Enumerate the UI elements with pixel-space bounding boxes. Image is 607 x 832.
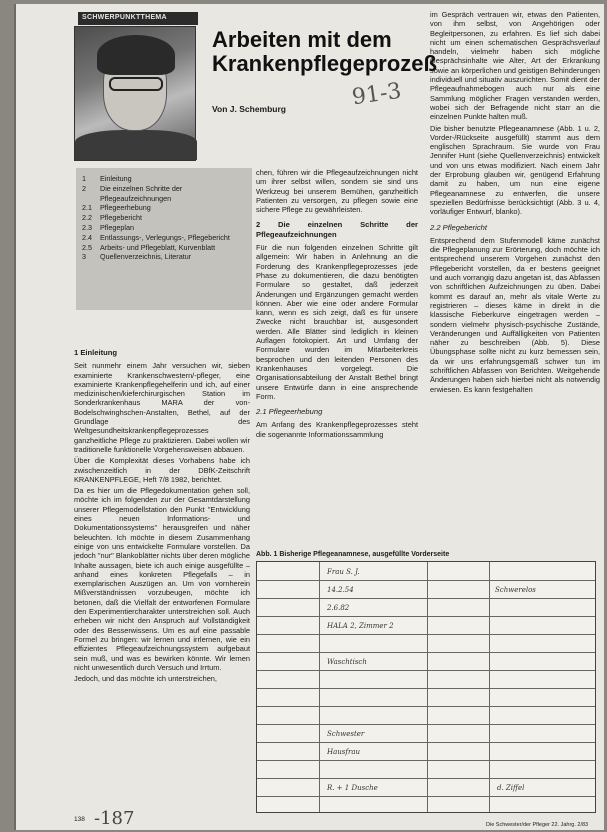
paragraph: Über die Komplexität dieses Vorhabens habe ich zwischenzeitlich in der DBfK-Zeitschrift KRANKENPFLEGE, Heft 7/8 1982, berichtet.: [74, 456, 250, 484]
form-entry: Hausfrau: [327, 748, 360, 756]
subsection-heading: 2.2 Pflegebericht: [430, 222, 487, 232]
form-entry: Frau S. J.: [327, 568, 360, 576]
left-column: [74, 342, 250, 685]
anamnesis-form: [256, 561, 596, 813]
toc-item: 3 Quellenverzeichnis, Literatur: [82, 252, 192, 262]
paragraph: Für die nun folgenden einzelnen Schritte gilt allgemein: Wir haben in Anlehnung an die Forderung des Krankenpflegeprozesses jede Phase zu dokumentieren, die dazu benötigten Formulare so gestaltet, daß jederzeit Änderungen und Ergänzungen gemacht werden können. Aber wie eine oder andere Formular kann, wenn es sich zeigt, daß es für unsere Zwecke nicht brauchbar ist, ausgesondert werden. Alle Blätter sind lediglich in kleinen Auflagen fotokopiert. Art und Umfang der Formulare wurden im Mitarbeiterkreis besprochen und den leitenden Personen des Krankenhauses vorgelegt. Die Organisationsabteilung der Anstalt Bethel bringt unsere Entwürfe dann in eine ansprechende Form.: [256, 243, 418, 401]
middle-column: [256, 168, 418, 441]
toc-item: 2.2 Pflegebericht: [82, 213, 142, 223]
paragraph: im Gespräch vertrauen wir, etwas den Patienten, von ihm selbst, von Angehörigen oder Begleitpersonen, zu erfahren. Es lief sich dabei nicht um einen schematischen Gesprächsverlauf handeln, vielmehr haben sich mögliche Gesprächsinhalte wie Alter, Art der Erkrankung sowie an körperlichen und geistigen Behinderungen individuell und situativ auszurichten. Somit dient der Pflegeaufnahmebogen auch nur als eine Sammlung möglicher Fragen verstanden werden, wobei sich der Befragende nicht starr an die einzelnen Punkte halten muß.: [430, 10, 600, 122]
handwritten-note: 91-3: [350, 78, 403, 111]
journal-footer: Die Schwester/der Pfleger 22. Jahrg. 2/83: [486, 822, 589, 828]
paragraph: Am Anfang des Krankenpflegeprozesses steht die sogenannte Informationssammlung: [256, 420, 418, 439]
figure-form: [256, 551, 596, 816]
author-photo: [74, 26, 196, 161]
article-title: Arbeiten mit dem Krankenpflegeprozeß: [212, 27, 437, 76]
form-entry: Schwerelos: [495, 586, 536, 594]
photo-shoulders: [75, 130, 197, 160]
photo-hair: [97, 35, 175, 75]
page-number: 138: [74, 816, 85, 823]
figure-caption: Abb. 1 Bisherige Pflegeanamnese, ausgefüllte Vorderseite: [256, 551, 450, 558]
paragraph: Die bisher benutzte Pflegeanamnese (Abb. 1 u. 2, Vorder-/Rückseite ausgefüllt) stammt aus dem englischen Sprachraum. Sie wurde von Frau Jennifer Hunt (siehe Quellenverzeichnis) entwickelt und von uns etwas modifiziert. Nach einem Jahr der Erprobung glauben wir, genügend Erfahrung damit zu haben, um nun eine eigene Pflegeanamnese zu entwerfen, die unsere speziellen Bedürfnisse berücksichtigt (Abb. 3 u. 4, vorläufiger Entwurf, blanko).: [430, 123, 600, 217]
toc-item: 1 Einleitung: [82, 174, 132, 183]
paragraph: chen, führen wir die Pflegeaufzeichnungen nicht um ihrer selbst willen, sondern sie sind uns Werkzeug bei unserem Bemühen, ganzheitlich Patienten zu versorgen, zu pflegen sowie eine sichere Pflege zu gewährleisten.: [256, 168, 418, 215]
form-entry: 14.2.54: [327, 586, 354, 594]
section-heading: 2 Die einzelnen Schritte der Pflegeaufzeichnungen: [256, 220, 418, 239]
right-column: [430, 10, 600, 396]
form-entry: Schwester: [327, 730, 365, 738]
handwritten-page-note: -187: [94, 808, 135, 829]
form-entry: Waschtisch: [327, 658, 367, 666]
document-page: [14, 4, 604, 830]
toc-item: 2.4 Entlassungs-, Verlegungs-, Pflegebericht: [82, 232, 230, 242]
paragraph: Seit nunmehr einem Jahr versuchen wir, sieben examinierte Krankenschwestern/-pfleger, eine examinierte Krankenpflegehelferin und ich, auf einer medizinischen/kieferchirurgischen Station im Sonderkrankenhaus MARA der von-Bodelschwinghschen-Anstalten, Bethel, auf der Grundlage des Weltgesundheitskrankenpflegeprozesses ganzheitliche Pflege zu praktizieren. Dabei wollen wir traditionelle funktionelle Vorgehensweisen abbauen.: [74, 361, 250, 454]
photo-glasses: [109, 77, 163, 91]
paragraph: Entsprechend dem Stufenmodell käme zunächst die Pflegeplanung zur Erörterung, doch möchte ich entsprechend unserem Vorgehen zunächst den Pflegebericht vorstellen, da er bestens geeignet und auch vorrangig dazu angetan ist, das Abfassen von schriftlichen Aufzeichnungen zu üben. Dabei kommt es darauf an, mehr als vitale Werte zu registrieren – dieses käme in direkt in die klassische Fieberkurve eingetragen werden – sondern vielmehr physisch-psychische Zustände, Veränderungen und Auffälligkeiten von Patienten näher zu beschreiben (Abb. 5). Diese Übungsphase sollte nicht zu kurz bemessen sein, da wir uns erfahrungsgemäß schwer tun im schriftlichen Abfassen von Berichten. Weitgehende Änderungen haben sich hierbei nicht als notwendig erwiesen. Es kann festgehalten: [430, 235, 600, 394]
article-author: Von J. Schemburg: [212, 104, 286, 114]
toc-item: 2.3 Pflegeplan: [82, 222, 134, 232]
form-entry: HALA 2, Zimmer 2: [327, 622, 394, 630]
paragraph: Da es hier um die Pflegedokumentation gehen soll, möchte ich im folgenden zur der Gesamtdarstellung unserer Pflegemodellstation den Punkt "Entwicklung eines neuen Informations- und Dokumentationssystems" herausgreifen und näher beleuchten. Ich möchte in diesem Zusammenhang einige von uns entwickelte Formulare vorstellen. Da jedoch "nur" Blankoblätter nichts über deren mögliche Inhalte aussagen, biete ich auch einige ausgefüllte – anhand eines konkreten Pflegefalls – in exemplarischen Auszügen an. Um von vornherein Mißverständnissen vorzubeugen, möchte ich betonen, daß die Vielfalt der entworfenen Formulare den Experimentiercharakter unterstreichen soll. Auch erheben wir nicht den Anspruch auf Vollständigkeit oder des Besserwissens. Um es auf eine passable Formel zu bringen: wir lernen und irrlernen, wie ein effizientes Pflegeaufzeichnungssystem aufgebaut sein muß, und was es bewirken könnte. Wir lernen nicht unwesentlich durch Versuch und Irrtum.: [74, 486, 250, 672]
toc-item: 2.1 Pflegeerhebung: [82, 203, 151, 213]
table-of-contents: [76, 168, 252, 310]
toc-item: 2.5 Arbeits- und Pflegeblatt, Kurvenblatt: [82, 242, 216, 252]
section-heading: 1 Einleitung: [74, 348, 118, 357]
form-entry: 2.6.82: [327, 604, 350, 612]
toc-item: 2 Die einzelnen Schritte der Pflegeaufzeichnungen: [82, 183, 183, 203]
section-kicker: SCHWERPUNKTTHEMA: [78, 12, 198, 25]
subsection-heading: 2.1 Pflegeerhebung: [256, 407, 323, 417]
form-entry: R. + 1 Dusche: [327, 784, 378, 792]
form-entry: d. Ziffel: [497, 784, 525, 792]
paragraph: Jedoch, und das möchte ich unterstreichen,: [74, 674, 217, 684]
